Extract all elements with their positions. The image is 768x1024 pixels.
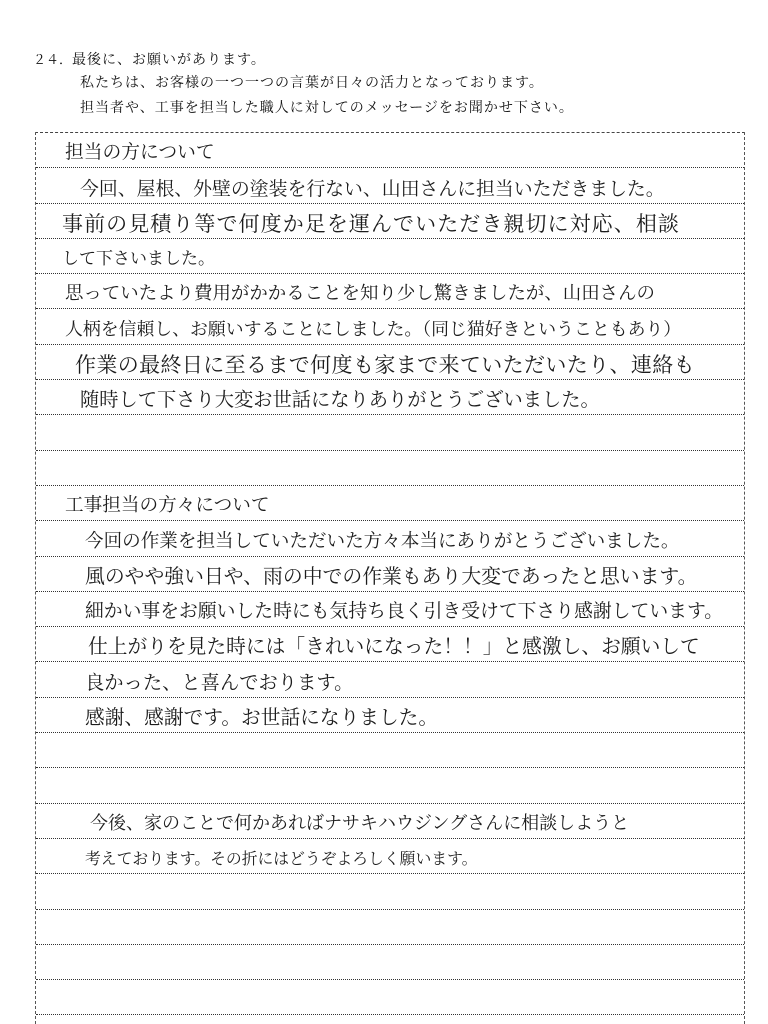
ruled-row bbox=[36, 980, 744, 1015]
ruled-row bbox=[36, 133, 744, 168]
ruled-row bbox=[36, 627, 744, 662]
staff-comment-line: 随時して下さり大変お世話になりありがとうございました。 bbox=[80, 388, 600, 412]
closing-comment-line: 考えております。その折にはどうぞよろしく願います。 bbox=[85, 849, 478, 869]
craftsmen-comment-line: 細かい事をお願いした時にも気持ち良く引き受けて下さり感謝しています。 bbox=[85, 601, 724, 623]
ruled-row bbox=[36, 345, 744, 380]
ruled-row bbox=[36, 557, 744, 592]
craftsmen-comment-line: 仕上がりを見た時には「きれいになった！！」と感激し、お願いして bbox=[88, 635, 700, 659]
ruled-row bbox=[36, 874, 744, 909]
ruled-row bbox=[36, 733, 744, 768]
ruled-row bbox=[36, 521, 744, 556]
ruled-row bbox=[36, 662, 744, 697]
craftsmen-comment-line: 今回の作業を担当していただいた方々本当にありがとうございました。 bbox=[85, 530, 680, 552]
ruled-row bbox=[36, 945, 744, 980]
ruled-row bbox=[36, 592, 744, 627]
question-heading bbox=[33, 51, 266, 70]
question-description-line: 担当者や、工事を担当した職人に対してのメッセージをお聞かせ下さい。 bbox=[80, 100, 574, 116]
ruled-row bbox=[36, 910, 744, 945]
closing-comment-line: 今後、家のことで何かあればナサキハウジングさんに相談しようと bbox=[90, 812, 630, 834]
ruled-row bbox=[36, 380, 744, 415]
ruled-row bbox=[36, 486, 744, 521]
ruled-row bbox=[36, 698, 744, 733]
craftsmen-comment-line: 風のやや強い日や、雨の中での作業もあり大変であったと思います。 bbox=[85, 564, 698, 588]
answer-box bbox=[35, 132, 745, 1024]
question-description-line: 私たちは、お客様の一つ一つの言葉が日々の活力となっております。 bbox=[80, 75, 544, 91]
ruled-row bbox=[36, 168, 744, 203]
ruled-row bbox=[36, 839, 744, 874]
staff-comment-line: 作業の最終日に至るまで何度も家まで来ていただいたり、連絡も bbox=[75, 353, 696, 378]
staff-comment-line: 思っていたより費用がかかることを知り少し驚きましたが、山田さんの bbox=[65, 283, 655, 305]
staff-comment-line: 人柄を信頼し、お願いすることにしました。（同じ猫好きということもあり） bbox=[65, 318, 682, 340]
ruled-row bbox=[36, 415, 744, 450]
ruled-row bbox=[36, 1015, 744, 1024]
question-title: 最後に、お願いがあります。 bbox=[72, 52, 266, 68]
craftsmen-comment-line: 良かった、と喜んでおります。 bbox=[85, 670, 354, 694]
staff-section-heading: 担当の方について bbox=[65, 142, 215, 164]
craftsmen-section-heading: 工事担当の方々について bbox=[65, 495, 270, 517]
ruled-row bbox=[36, 309, 744, 344]
ruled-row bbox=[36, 451, 744, 486]
ruled-row bbox=[36, 768, 744, 803]
staff-comment-line: 今回、屋根、外壁の塗装を行ない、山田さんに担当いただきました。 bbox=[80, 177, 665, 200]
staff-comment-line: 事前の見積り等で何度か足を運んでいただき親切に対応、相談 bbox=[62, 211, 680, 236]
question-number: ２４． bbox=[33, 53, 73, 68]
ruled-row bbox=[36, 804, 744, 839]
ruled-row bbox=[36, 239, 744, 274]
ruled-row bbox=[36, 204, 744, 239]
ruled-row bbox=[36, 274, 744, 309]
craftsmen-comment-line: 感謝、感謝です。お世話になりました。 bbox=[85, 706, 439, 730]
staff-comment-line: して下さいました。 bbox=[62, 249, 215, 270]
